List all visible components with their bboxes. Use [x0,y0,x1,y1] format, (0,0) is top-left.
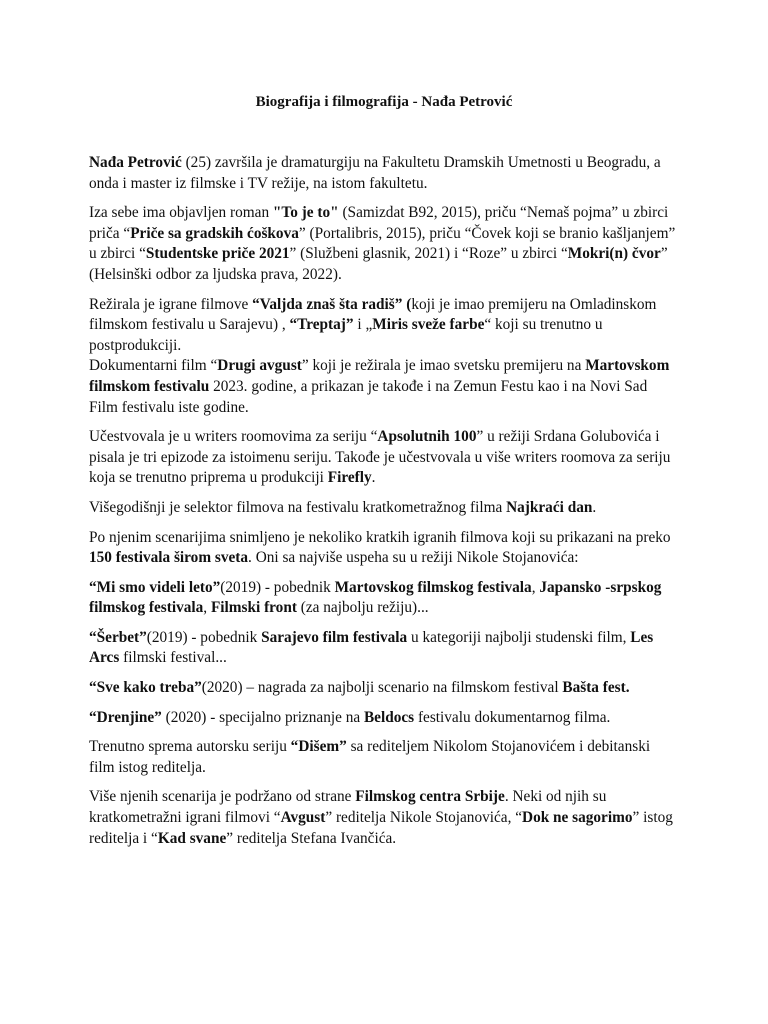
paragraph [89,295,679,357]
bold-text-run: 150 festivala širom sveta [89,549,249,567]
bold-text-run: Japansko -srpskog filmskog festivala [89,578,662,617]
paragraph [89,498,679,519]
text-run: koji je imao premijeru na Omladinskom filmskom festivalu u Sarajevu) , [89,295,657,334]
paragraph [89,737,679,778]
text-run: sa rediteljem Nikolom Stojanovićem i debitanski film istog reditelja. [89,738,651,776]
bold-text-run: Bašta fest. [562,679,630,697]
bold-text-run: Drugi avgust [217,357,302,375]
text-run: , [531,578,540,596]
bold-text-run: “Dišem” [290,738,347,756]
paragraph [89,787,679,849]
text-run: ” reditelja Stefana Ivančića. [226,829,397,847]
bold-text-run: “Sve kako treba” [89,679,202,697]
bold-text-run: Firefly [327,469,372,487]
text-run: (2019) - pobednik [146,628,262,646]
text-run: ” (Helsinški odbor za ljudska prava, 2022). [89,245,668,283]
text-run: Više njenih scenarija je podržano od strane [89,788,356,806]
text-run: Dokumentarni film “ [89,357,218,375]
bold-text-run: Sarajevo film festivala [261,628,408,646]
bold-text-run: Studentske priče 2021 [145,245,290,263]
bold-text-run: “Mi smo videli leto” [89,578,221,596]
text-run: festivalu dokumentarnog filma. [414,708,611,726]
text-run: Po njenim scenarijima snimljeno je nekoliko kratkih igranih filmova koji su prikazani na preko [89,528,671,546]
bold-text-run: “Drenjine” [89,708,162,726]
paragraph [89,203,679,285]
paragraph [89,356,679,418]
text-run: i „ [353,316,373,334]
text-run: (Samizdat B92, 2015), priču “Nemaš pojma” u zbirci priča “ [89,204,669,242]
bold-text-run: Miris sveže farbe [372,316,485,334]
paragraph [89,628,679,669]
bold-text-run: Avgust [280,809,326,827]
paragraph [89,427,679,489]
text-run: Višegodišnji je selektor filmova na festivalu kratkometražnog filma [89,498,507,516]
text-run: . [592,498,597,516]
text-run: (za najbolju režiju)... [296,599,429,617]
text-run: u kategoriji najbolji studenski film, [407,628,631,646]
paragraph [89,708,679,729]
text-run: Iza sebe ima objavljen roman [89,204,273,222]
bold-text-run: Martovskog filmskog festivala [334,578,532,596]
text-run: ” u režiji Srdana Golubovića i pisala je tri epizode za istoimenu seriju. Takođe je učestvovala u više writers roomova za seriju koja se trenutno priprema u produkciji [89,428,671,487]
text-run: . [371,469,376,487]
bold-text-run: Kad svane [157,829,227,847]
text-run: (25) završila je dramaturgiju na Fakultetu Dramskih Umetnosti u Beogradu, a onda i master iz filmske i TV režije, na istom fakultetu. [89,154,661,192]
text-run: ” (Službeni glasnik, 2021) i “Roze” u zbirci “ [289,245,568,263]
text-run: ” reditelja Nikole Stojanovića, “ [325,809,523,827]
bold-text-run: “Valjda znaš šta radiš” ( [252,295,412,313]
text-run: Trenutno sprema autorsku seriju [89,738,291,756]
bold-text-run: Apsolutnih 100 [377,428,477,446]
bold-text-run: Filmskog centra Srbije [355,788,505,806]
text-run: ” istog reditelja i “ [89,809,673,847]
document-body [89,153,679,858]
text-run: Učestvovala je u writers roomovima za seriju “ [89,428,378,446]
bold-text-run: Mokri(n) čvor [567,245,661,263]
text-run: (2020) - specijalno priznanje na [161,708,364,726]
bold-text-run: “Šerbet” [89,628,147,646]
text-run: “ koji su trenutno u postprodukciji. [89,316,603,354]
document-page [89,0,689,1024]
bold-text-run: Dok ne sagorimo [522,809,633,827]
paragraph [89,528,679,569]
bold-text-run: Najkraći dan [506,498,593,516]
bold-text-run: Les Arcs [89,628,654,667]
bold-text-run: “Treptaj” [289,316,354,334]
text-run: ” (Portalibris, 2015), priču “Čovek koji se branio kašljanjem” u zbirci “ [89,224,676,263]
document-title: Biografija i filmografija - Nađa Petrović [255,94,513,110]
text-run: , [203,599,211,617]
text-run: ” koji je režirala je imao svetsku premijeru na [301,357,586,375]
text-run: filmski festival... [119,649,227,667]
bold-text-run: Priče sa gradskih ćoškova [130,224,299,242]
text-run: 2023. godine, a prikazan je takođe i na Zemun Festu kao i na Novi Sad Film festivalu iste godine. [89,377,648,416]
bold-text-run: Martovskom filmskom festivalu [89,357,670,395]
paragraph [89,153,679,194]
text-run: . Neki od njih su kratkometražni igrani filmovi “ [89,788,607,827]
text-run: . Oni sa najviše uspeha su u režiji Nikole Stojanovića: [248,549,579,567]
paragraph [89,678,679,699]
bold-text-run: "To je to" [272,204,339,222]
text-run: (2019) - pobednik [220,578,335,596]
paragraph [89,578,679,619]
bold-text-run: Filmski front [210,599,297,617]
text-run: Režirala je igrane filmove [89,295,253,313]
bold-text-run: Beldocs [363,708,415,726]
text-run: (2020) – nagrada za najbolji scenario na filmskom festival [201,679,563,697]
bold-text-run: Nađa Petrović [89,154,182,171]
